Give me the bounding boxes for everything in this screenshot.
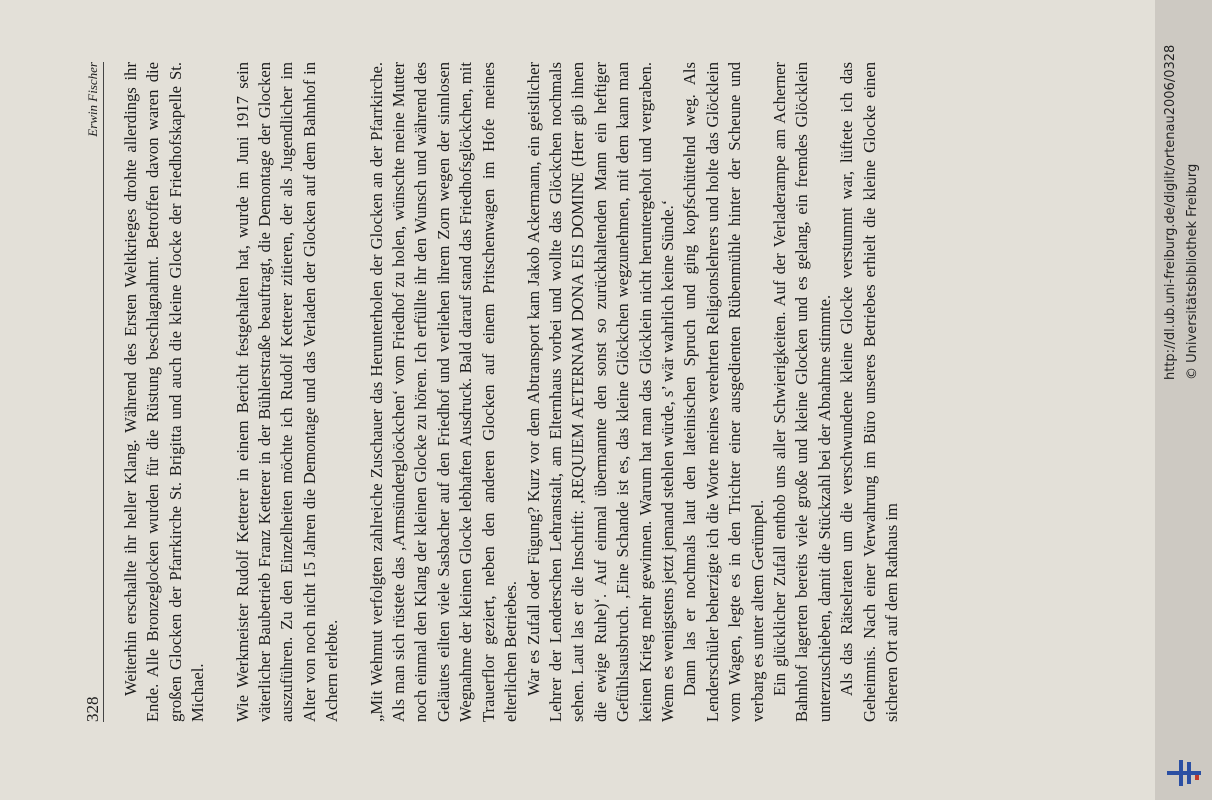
paragraph: Ein glücklicher Zufall enthob uns aller Schwierigkeiten. Auf der Verladerampe am Acherner Bahnhof lagerten bereits viele große und kleine Glocken und es gelang, ein fremdes Glöcklein unterzuschieben, damit die Stückzahl bei der Abnahme stimmte.: [769, 62, 834, 722]
body-text: [120, 62, 903, 722]
copyright-text: © Universitätsbibliothek Freiburg: [1185, 163, 1200, 380]
quote-paragraph: „Mit Wehmut verfolgten zahlreiche Zuschauer das Herunterholen der Glocken an der Pfarrkirche. Als man sich rüstete das ‚Armsündergloöckchen‘ vom Friedhof zu holen, wünschte meine Mutter noch einmal den Klang der kleinen Glocke zu hören. Ich erfüllte ihr den Wunsch und während des Geläutes eilten viele Sasbacher auf den Friedhof und verliehen ihrem Zorn wegen der sinnlosen Wegnahme der kleinen Glocke lebhaften Ausdruck. Bald darauf stand das Friedhofsglöckchen, mit Trauerflor geziert, neben den anderen Glocken auf einem Pritschenwagen im Hofe meines elterlichen Betriebes.: [366, 62, 521, 722]
paragraph: Weiterhin erschallte ihr heller Klang. Während des Ersten Weltkrieges drohte allerdings ihr Ende. Alle Bronzeglocken wurden für die Rüstung beschlagnahmt. Betroffen davon waren die großen Glocken der Pfarrkirche St. Brigitta und auch die kleine Glocke der Friedhofskapelle St. Michael.: [121, 62, 208, 722]
page-number: 328: [83, 696, 102, 722]
paragraph: War es Zufall oder Fügung? Kurz vor dem Abtransport kam Jakob Ackermann, ein geistlicher Lehrer der Lenderschen Lehranstalt, am Elternhaus vorbei und wollte das Glöckchen nochmals sehen. Laut las er die Inschrift: ‚REQUIEM AETERNAM DONA EIS DOMINE (Herr gib ihnen die ewige Ruhe)‘. Auf einmal übermannte den sonst so zurückhaltenden Mann ein heftiger Gefühlsausbruch. ‚Eine Schande ist es, das kleine Glöckchen wegzunehmen, mit dem kann man keinen Krieg mehr gewinnen. Warum hat man das Glöcklein nicht heruntergeholt und vergraben. Wenn es wenigstens jetzt jemand stehlen würde, s’ wär wahrlich keine Sünde.‘: [523, 62, 677, 722]
page-header: [83, 62, 104, 722]
ub-freiburg-logo-icon: [1165, 756, 1203, 790]
rotated-sidebar: [1155, 0, 1212, 800]
paragraph: Wie Werkmeister Rudolf Ketterer in einem Bericht festgehalten hat, wurde im Juni 1917 sein väterlicher Baubetrieb Franz Ketterer in der Bühlerstraße beauftragt, die Demontage der Glocken auszuführen. Zu den Einzelheiten möchte ich Rudolf Ketterer zitieren, der als Jugendlicher im Alter von noch nicht 15 Jahren die Demontage und das Verladen der Glocken auf dem Bahnhof in Achern erlebte.: [232, 62, 342, 722]
paragraph: Dann las er nochmals laut den lateinischen Spruch und ging kopfschüttelnd weg. Als Lenderschüler beherzigte ich die Worte meines verehrten Religionslehrers und holte das Glöcklein vom Wagen, legte es in den Trichter einer ausgedienten Rübenmühle hinter der Scheune und verbarg es unter altem Gerümpel.: [680, 62, 767, 722]
paragraph: Als das Rätselraten um die verschwundene kleine Glocke verstummt war, lüftete ich das Geheimnis. Nach einer Verwahrung im Büro unseres Betriebes erhielt die kleine Glocke einen sicheren Ort auf dem Rathaus im: [837, 62, 901, 722]
running-head-author: Erwin Fischer: [85, 62, 100, 137]
source-url-link[interactable]: http://dl.ub.uni-freiburg.de/diglit/ortenau2006/0328: [1163, 44, 1178, 380]
source-sidebar: [1155, 0, 1212, 800]
